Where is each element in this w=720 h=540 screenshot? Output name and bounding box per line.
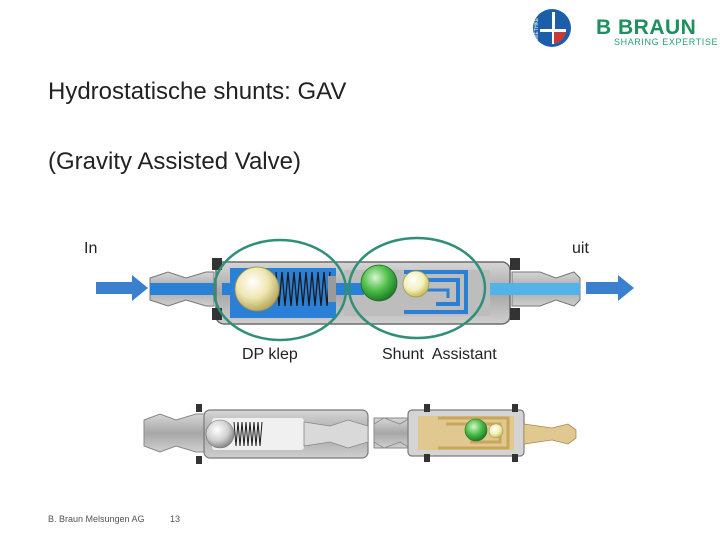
outlet-arrow xyxy=(586,275,634,301)
shunt-assistant-component xyxy=(374,404,576,462)
slide-subtitle: (Gravity Assisted Valve) xyxy=(48,148,301,175)
dp-valve-component xyxy=(144,404,368,464)
outlet-label: uit xyxy=(572,240,589,257)
slide-title: Hydrostatische shunts: GAV xyxy=(48,78,347,105)
shunt-green-ball xyxy=(361,265,397,301)
brand-tagline: SHARING EXPERTISE xyxy=(614,37,719,47)
footer-company: B. Braun Melsungen AG xyxy=(48,514,145,524)
miethke-badge-text: MIETHKE xyxy=(534,17,540,40)
shunt-small-ball xyxy=(403,271,429,297)
inlet-label: In xyxy=(84,240,98,257)
page-number: 13 xyxy=(170,514,181,524)
brand-name: B BRAUN xyxy=(596,16,697,39)
shunt-assistant-label: Shunt Assistant xyxy=(382,346,497,363)
dp-valve-label: DP klep xyxy=(242,346,298,363)
inlet-arrow xyxy=(96,275,148,301)
dp-ball xyxy=(235,267,279,311)
